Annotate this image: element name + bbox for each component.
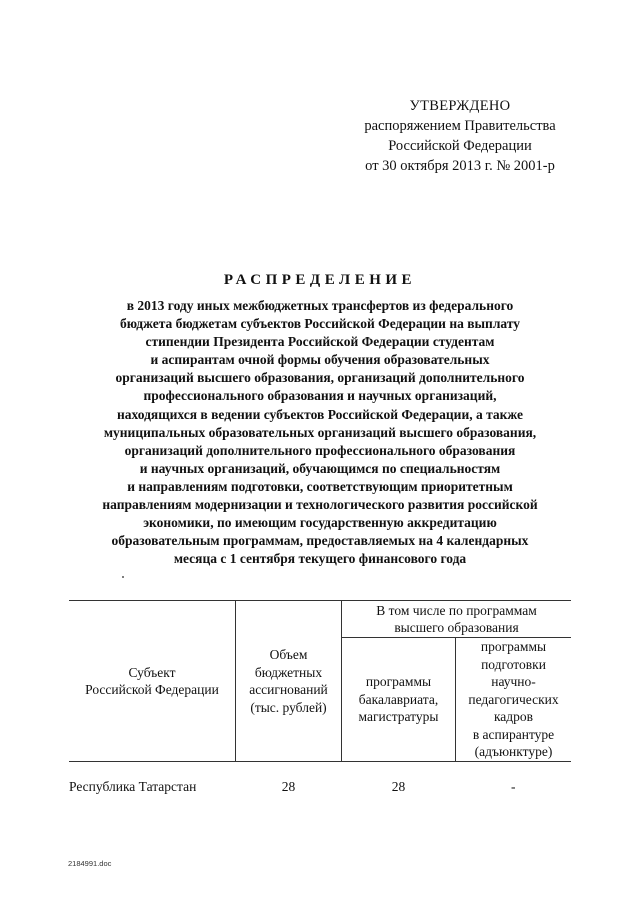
subtitle-line: месяца с 1 сентября текущего финансового года bbox=[173, 551, 467, 567]
header-phd-line: кадров bbox=[493, 709, 534, 725]
header-phd-line: подготовки bbox=[481, 656, 546, 672]
header-volume-line: (тыс. рублей) bbox=[250, 699, 327, 715]
subtitle-line: бюджета бюджетам субъектов Российской Федерации на выплату bbox=[119, 316, 521, 332]
scan-speck bbox=[122, 576, 124, 578]
header-subject bbox=[69, 601, 236, 762]
header-group-line: высшего образования bbox=[394, 620, 519, 635]
document-subtitle bbox=[70, 297, 570, 568]
header-bachelor-line: программы bbox=[365, 674, 432, 690]
distribution-table bbox=[69, 600, 571, 812]
cell-phd: - bbox=[511, 779, 516, 795]
footer-file-code: 2184991.doc bbox=[68, 859, 112, 868]
subtitle-line: стипендии Президента Российской Федерации студентам bbox=[145, 334, 495, 350]
header-phd-line: программы bbox=[480, 639, 547, 655]
header-phd-line: научно- bbox=[491, 674, 536, 690]
header-volume-line: ассигнований bbox=[249, 682, 328, 697]
approval-stamp bbox=[345, 96, 575, 176]
subtitle-line: образовательным программам, предоставляемых на 4 календарных bbox=[111, 533, 529, 549]
header-group-line: В том числе по программам bbox=[376, 602, 537, 618]
header-subject-line: Субъект bbox=[128, 664, 176, 680]
header-bachelor bbox=[342, 638, 456, 762]
subtitle-line: и аспирантам очной формы обучения образовательных bbox=[150, 352, 490, 368]
subtitle-line: и научных организаций, обучающимся по специальностям bbox=[139, 460, 501, 476]
table-header-row bbox=[69, 601, 571, 638]
header-phd-line: педагогических bbox=[468, 691, 559, 707]
header-volume bbox=[236, 601, 342, 762]
subtitle-line: профессионального образования и научных организаций, bbox=[143, 388, 497, 404]
header-phd bbox=[456, 638, 572, 762]
subtitle-line: муниципальных образовательных организаций высшего образования, bbox=[103, 424, 537, 440]
approval-title: УТВЕРЖДЕНО bbox=[409, 98, 511, 114]
approval-line-2: Российской Федерации bbox=[388, 138, 532, 154]
cell-subject: Республика Татарстан bbox=[69, 779, 197, 795]
subtitle-line: направлениям модернизации и технологического развития российской bbox=[102, 497, 538, 513]
header-volume-line: бюджетных bbox=[254, 664, 323, 680]
subtitle-line: в 2013 году иных межбюджетных трансфертов из федерального bbox=[126, 298, 514, 313]
header-volume-line: Объем bbox=[269, 647, 308, 662]
document-title: РАСПРЕДЕЛЕНИЕ bbox=[223, 272, 417, 288]
subtitle-line: экономики, по имеющим государственную аккредитацию bbox=[143, 515, 497, 531]
subtitle-line: организаций дополнительного профессионального образования bbox=[124, 442, 516, 458]
cell-bachelor: 28 bbox=[391, 779, 406, 795]
subtitle-line: находящихся в ведении субъектов Российской Федерации, а также bbox=[116, 406, 524, 422]
cell-volume: 28 bbox=[281, 779, 296, 795]
header-bachelor-line: магистратуры bbox=[358, 709, 439, 725]
approval-line-1: распоряжением Правительства bbox=[364, 118, 556, 134]
subtitle-line: и направлениям подготовки, соответствующим приоритетным bbox=[127, 478, 513, 494]
subtitle-line: организаций высшего образования, организаций дополнительного bbox=[115, 370, 525, 386]
header-bachelor-line: бакалавриата, bbox=[358, 691, 439, 707]
approval-line-3: от 30 октября 2013 г. № 2001-р bbox=[365, 158, 555, 174]
table-row bbox=[69, 762, 571, 813]
header-phd-line: (адъюнктуре) bbox=[474, 744, 553, 760]
header-subject-line: Российской Федерации bbox=[85, 682, 219, 697]
header-group bbox=[342, 601, 572, 638]
header-phd-line: в аспирантуре bbox=[472, 726, 555, 742]
